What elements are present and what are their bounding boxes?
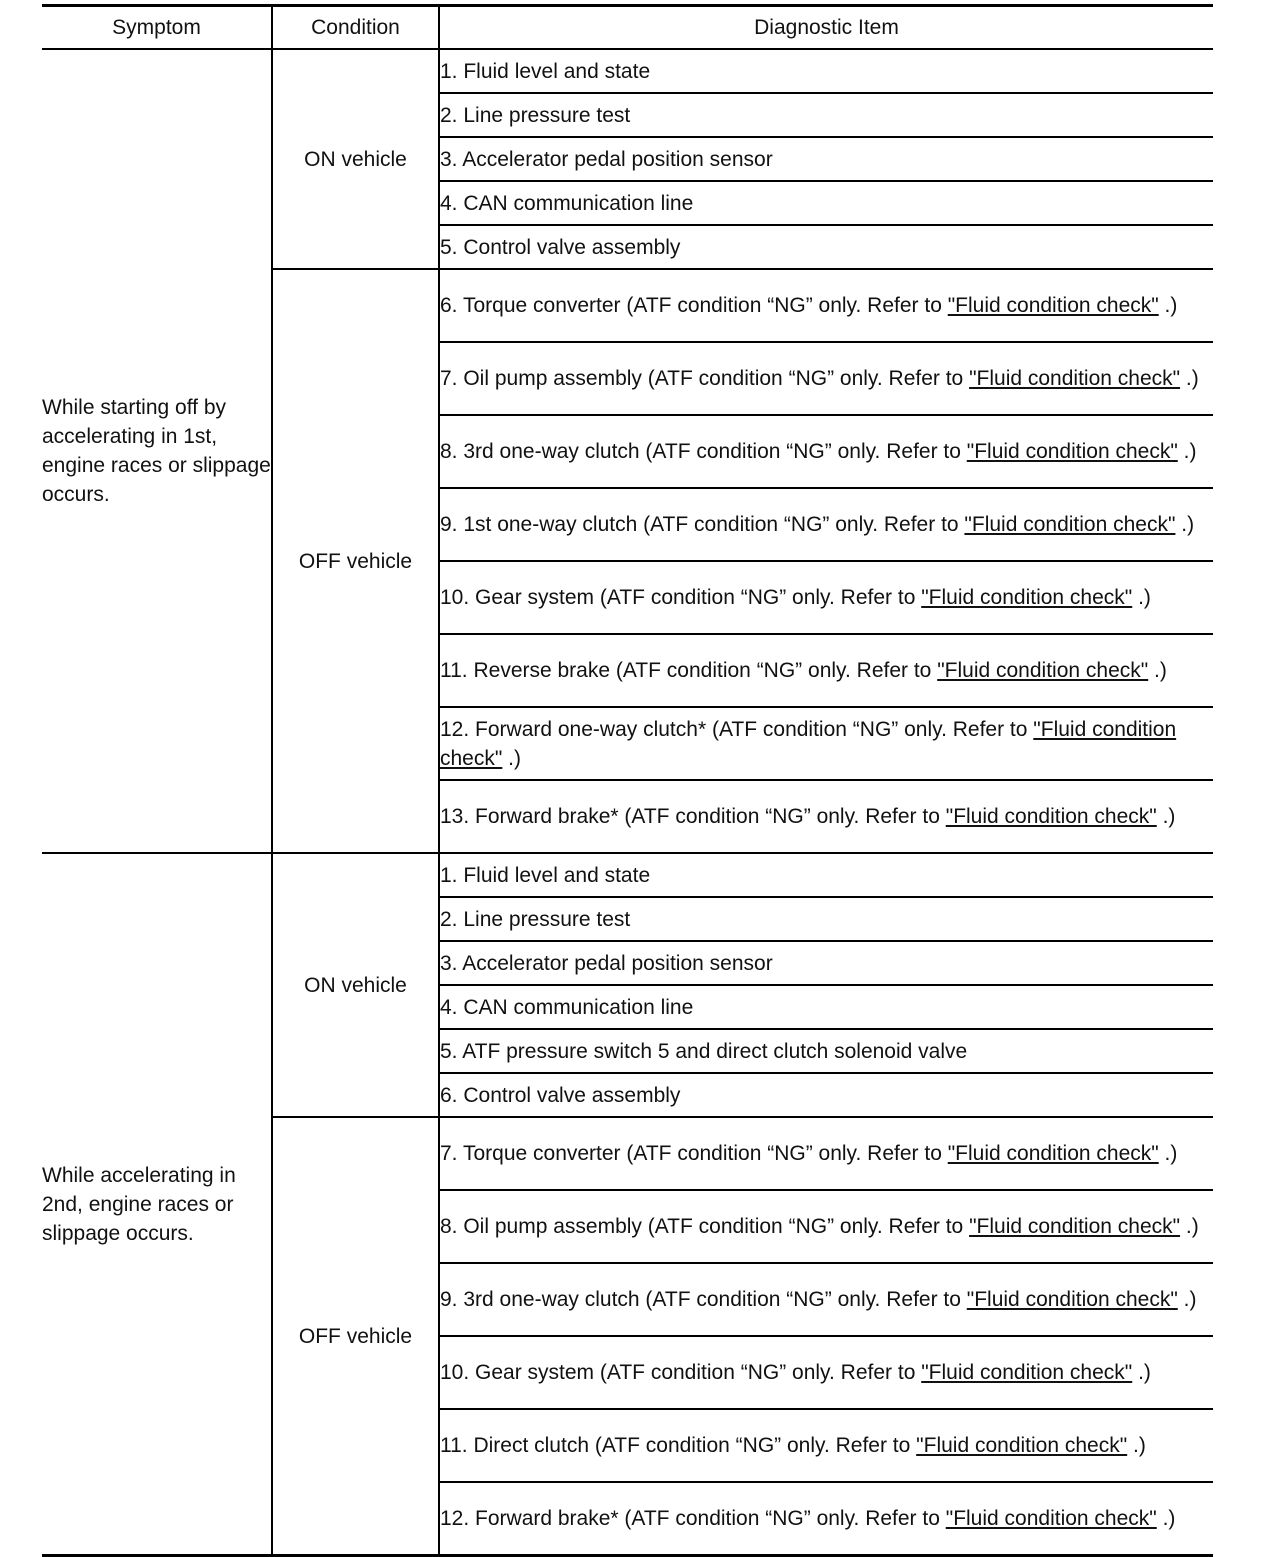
- diagnostic-item-suffix: .): [1148, 659, 1167, 682]
- diagnostic-item-text: 3. Accelerator pedal position sensor: [440, 951, 773, 975]
- fluid-condition-check-link[interactable]: "Fluid condition check": [440, 717, 1177, 770]
- diagnostic-item-suffix: .): [1158, 1142, 1178, 1165]
- diagnostic-item-text: 5. Control valve assembly: [440, 235, 681, 259]
- fluid-condition-check-link[interactable]: "Fluid condition check": [937, 659, 1149, 682]
- diagnostic-item-text: 9. 1st one-way clutch (ATF condition “NG” only. Refer to: [440, 513, 965, 536]
- diagnostic-item-cell: [439, 269, 1213, 342]
- header-condition: Condition: [272, 6, 439, 50]
- fluid-condition-check-link[interactable]: "Fluid condition check": [921, 586, 1133, 609]
- diagnostic-item-cell: [439, 1073, 1213, 1117]
- diagnostic-table: [42, 4, 1213, 1557]
- fluid-condition-check-link[interactable]: "Fluid condition check": [964, 513, 1176, 536]
- table-header: [42, 6, 1213, 50]
- table-row: [42, 853, 1213, 897]
- diagnostic-item-text: 2. Line pressure test: [440, 103, 631, 127]
- diagnostic-item-text: 8. 3rd one-way clutch (ATF condition “NG” only. Refer to: [440, 440, 967, 463]
- diagnostic-item-cell: [439, 342, 1213, 415]
- diagnostic-item-cell: [439, 780, 1213, 853]
- diagnostic-item-suffix: .): [1156, 1507, 1176, 1530]
- diagnostic-item-text: 7. Torque converter (ATF condition “NG” only. Refer to: [440, 1142, 948, 1165]
- fluid-condition-check-link[interactable]: "Fluid condition check": [969, 1215, 1181, 1238]
- diagnostic-item-text: 5. ATF pressure switch 5 and direct clutch solenoid valve: [440, 1039, 968, 1063]
- fluid-condition-check-link[interactable]: "Fluid condition check": [945, 805, 1157, 828]
- diagnostic-item-cell: [439, 853, 1213, 897]
- diagnostic-item-cell: [439, 1336, 1213, 1409]
- diagnostic-item-cell: [439, 181, 1213, 225]
- diagnostic-item-text: 8. Oil pump assembly (ATF condition “NG” only. Refer to: [440, 1215, 970, 1238]
- diagnostic-item-suffix: .): [1175, 513, 1195, 536]
- diagnostic-item-cell: [439, 561, 1213, 634]
- diagnostic-item-cell: [439, 897, 1213, 941]
- condition-cell: OFF vehicle: [272, 1117, 439, 1556]
- diagnostic-item-text: 9. 3rd one-way clutch (ATF condition “NG” only. Refer to: [440, 1288, 967, 1311]
- diagnostic-item-suffix: .): [502, 746, 521, 770]
- diagnostic-item-cell: [439, 634, 1213, 707]
- header-row: [42, 6, 1213, 50]
- header-symptom: Symptom: [42, 6, 272, 50]
- diagnostic-item-text: 6. Control valve assembly: [440, 1083, 681, 1107]
- diagnostic-item-cell: [439, 137, 1213, 181]
- diagnostic-item-cell: [439, 985, 1213, 1029]
- diagnostic-item-text: 4. CAN communication line: [440, 995, 694, 1019]
- diagnostic-item-cell: [439, 1029, 1213, 1073]
- diagnostic-item-text: 2. Line pressure test: [440, 907, 631, 931]
- fluid-condition-check-link[interactable]: "Fluid condition check": [916, 1434, 1128, 1457]
- diagnostic-item-suffix: .): [1132, 1361, 1151, 1384]
- table-body: [42, 49, 1213, 1556]
- diagnostic-item-text: 3. Accelerator pedal position sensor: [440, 147, 773, 171]
- diagnostic-item-cell: [439, 1409, 1213, 1482]
- diagnostic-item-suffix: .): [1177, 440, 1197, 463]
- diagnostic-item-suffix: .): [1180, 367, 1199, 390]
- diagnostic-item-suffix: .): [1132, 586, 1151, 609]
- fluid-condition-check-link[interactable]: "Fluid condition check": [966, 1288, 1178, 1311]
- fluid-condition-check-link[interactable]: "Fluid condition check": [947, 1142, 1159, 1165]
- diagnostic-item-text: 12. Forward one-way clutch* (ATF condition “NG” only. Refer to: [440, 717, 1034, 741]
- symptom-cell: While accelerating in 2nd, engine races or slippage occurs.: [42, 853, 272, 1556]
- diagnostic-item-text: 10. Gear system (ATF condition “NG” only. Refer to: [440, 1361, 922, 1384]
- fluid-condition-check-link[interactable]: "Fluid condition check": [947, 294, 1159, 317]
- diagnostic-item-text: 12. Forward brake* (ATF condition “NG” only. Refer to: [440, 1507, 946, 1530]
- diagnostic-item-cell: [439, 49, 1213, 93]
- fluid-condition-check-link[interactable]: "Fluid condition check": [969, 367, 1181, 390]
- fluid-condition-check-link[interactable]: "Fluid condition check": [966, 440, 1178, 463]
- diagnostic-item-cell: [439, 1263, 1213, 1336]
- diagnostic-item-text: 13. Forward brake* (ATF condition “NG” only. Refer to: [440, 805, 946, 828]
- diagnostic-item-text: 10. Gear system (ATF condition “NG” only. Refer to: [440, 586, 922, 609]
- fluid-condition-check-link[interactable]: "Fluid condition check": [945, 1507, 1157, 1530]
- diagnostic-item-cell: [439, 1117, 1213, 1190]
- diagnostic-item-text: 1. Fluid level and state: [440, 863, 651, 887]
- diagnostic-item-text: 1. Fluid level and state: [440, 59, 651, 83]
- diagnostic-item-cell: [439, 225, 1213, 269]
- condition-cell: ON vehicle: [272, 49, 439, 269]
- diagnostic-item-cell: [439, 941, 1213, 985]
- symptom-cell: While starting off by accelerating in 1st, engine races or slippage occurs.: [42, 49, 272, 853]
- diagnostic-item-text: 6. Torque converter (ATF condition “NG” only. Refer to: [440, 294, 948, 317]
- diagnostic-item-cell: [439, 1482, 1213, 1556]
- diagnostic-item-text: 11. Reverse brake (ATF condition “NG” only. Refer to: [440, 659, 938, 682]
- condition-cell: OFF vehicle: [272, 269, 439, 853]
- diagnostic-item-text: 7. Oil pump assembly (ATF condition “NG” only. Refer to: [440, 367, 970, 390]
- diagnostic-item-cell: [439, 1190, 1213, 1263]
- diagnostic-item-cell: [439, 707, 1213, 780]
- diagnostic-item-suffix: .): [1127, 1434, 1146, 1457]
- diagnostic-item-text: 4. CAN communication line: [440, 191, 694, 215]
- condition-cell: ON vehicle: [272, 853, 439, 1117]
- diagnostic-item-text: 11. Direct clutch (ATF condition “NG” only. Refer to: [440, 1434, 917, 1457]
- table-row: [42, 49, 1213, 93]
- fluid-condition-check-link[interactable]: "Fluid condition check": [921, 1361, 1133, 1384]
- diagnostic-item-suffix: .): [1177, 1288, 1197, 1311]
- diagnostic-item-suffix: .): [1156, 805, 1176, 828]
- diagnostic-item-cell: [439, 93, 1213, 137]
- diagnostic-item-suffix: .): [1180, 1215, 1199, 1238]
- diagnostic-item-cell: [439, 415, 1213, 488]
- diagnostic-item-suffix: .): [1158, 294, 1178, 317]
- diagnostic-item-cell: [439, 488, 1213, 561]
- header-diagnostic-item: Diagnostic Item: [439, 6, 1213, 50]
